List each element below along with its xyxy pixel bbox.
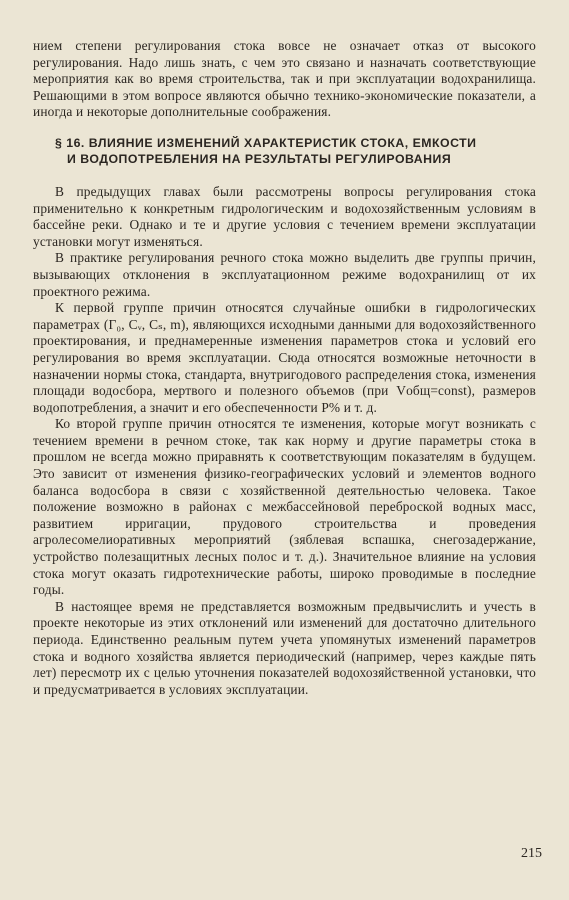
paragraph-2: В практике регулирования речного стока можно выделить две группы причин, вызывающих отклонения в эксплуатационном режиме водохранилищ от их проектного режима.: [33, 250, 536, 299]
paragraph-5: В настоящее время не представляется возможным предвычислить и учесть в проекте некоторые из этих отклонений или изменений для достаточно длительного периода. Единственно реальным путем учета упомянутых изменений параметров стока и водного хозяйства является периодический (например, через каждые пять лет) пересмотр их с целью уточнения показателей водохозяйственной установки, что и предусматривается в условиях эксплуатации.: [33, 598, 536, 697]
page-number: 215: [521, 846, 542, 861]
paragraph-3: К первой группе причин относятся случайные ошибки в гидрологических параметрах (Г₀, Cᵥ, Cₛ, m), являющихся исходными данными для водохозяйственного проектирования, и преднамеренные изменения параметров стока и условий его регулирования во время эксплуатации. Сюда относятся возможные неточности в назначении нормы стока, стандарта, внутригодового распределения стока, изменения площади водосбора, мертвого и полезного объемов (при Vобщ=const), размеров водопотребления, а значит и его обеспеченности P% и т. д.: [33, 300, 536, 415]
paragraph-4: Ко второй группе причин относятся те изменения, которые могут возникать с течением времени в речном стоке, так как норму и другие параметры стока в прошлом не всегда можно приравнять к соответствующим показателям в будущем. Это зависит от изменения физико-географических условий и элементов водного баланса водосбора в связи с хозяйственной деятельностью человека. Такое положение возможно в районах с межбассейновой переброской водных масс, развитием ирригации, прудового строительства и проведения агролесомелиоративных мероприятий (зяблевая вспашка, снегозадержание, устройство полезащитных лесных полос и т. д.). Значительное влияние на условия стока могут оказать гидротехнические работы, широко проводимые в последние годы.: [33, 416, 536, 598]
paragraph-1: В предыдущих главах были рассмотрены вопросы регулирования стока применительно к конкретным гидрологическим и водохозяйственным условиям в бассейне реки. Однако и те и другие условия с течением времени эксплуатации установки могут изменяться.: [33, 183, 536, 249]
section-heading-line-2: И ВОДОПОТРЕБЛЕНИЯ НА РЕЗУЛЬТАТЫ РЕГУЛИРОВАНИЯ: [67, 152, 452, 167]
page-body: [33, 38, 536, 698]
section-heading: [33, 135, 536, 168]
section-heading-line-1: § 16. ВЛИЯНИЕ ИЗМЕНЕНИЙ ХАРАКТЕРИСТИК СТОКА, ЕМКОСТИ: [55, 135, 477, 150]
paragraph-continuation: нием степени регулирования стока вовсе не означает отказ от высокого регулирования. Надо лишь знать, с чем это связано и назначать соответствующие мероприятия как во время строительства, так и при эксплуатации водохранилища. Решающими в этом вопросе являются обычно технико-экономические показатели, а иногда и некоторые дополнительные соображения.: [33, 38, 536, 120]
